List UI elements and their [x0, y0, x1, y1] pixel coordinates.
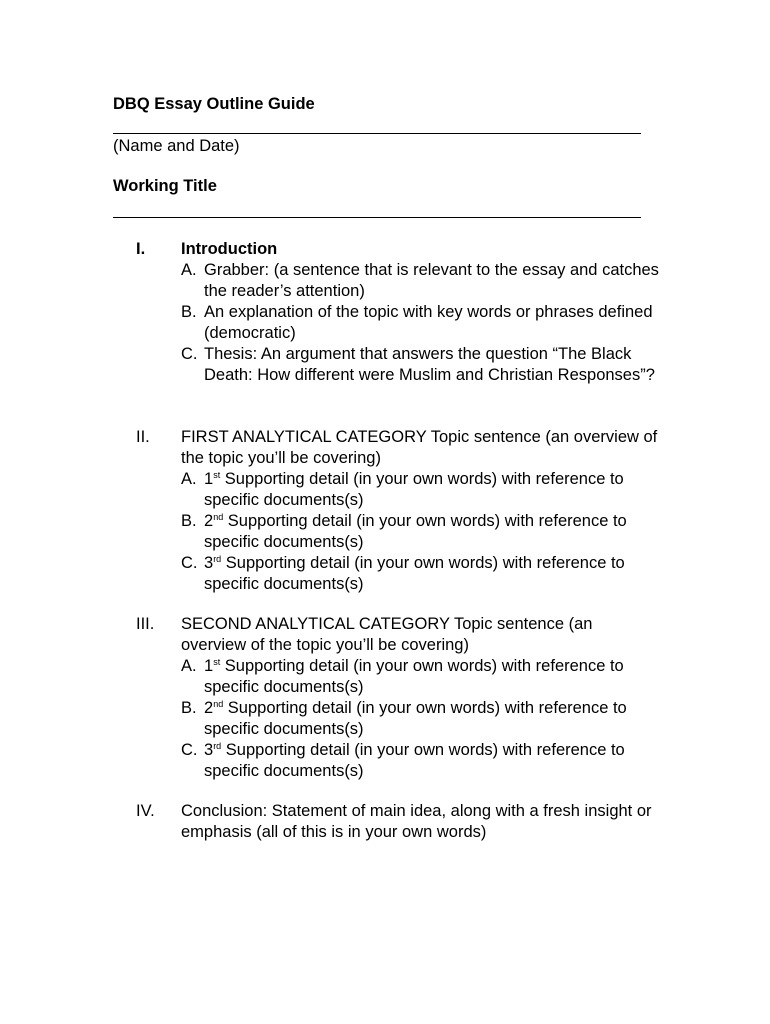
name-date-blank-line [113, 133, 641, 134]
item-letter: B. [181, 512, 197, 530]
list-item [181, 511, 671, 553]
list-item [181, 553, 671, 595]
section-heading: Conclusion: Statement of main idea, along with a fresh insight or emphasis (all of this is in your own words) [181, 802, 652, 841]
list-item [181, 469, 671, 511]
item-text [204, 511, 671, 553]
item-letter: B. [181, 699, 197, 717]
section-items [181, 656, 671, 782]
list-item [181, 344, 671, 386]
name-date-label: (Name and Date) [113, 137, 240, 155]
ordinal-suffix: nd [213, 512, 224, 522]
item-letter: A. [181, 470, 197, 488]
list-item [181, 656, 671, 698]
section-heading: SECOND ANALYTICAL CATEGORY Topic sentence (an overview of the topic you’ll be covering) [181, 615, 593, 654]
item-rest: Supporting detail (in your own words) with reference to specific documents(s) [204, 741, 625, 780]
section-heading: Introduction [181, 240, 278, 258]
item-rest: Supporting detail (in your own words) with reference to specific documents(s) [204, 470, 624, 509]
item-rest: Supporting detail (in your own words) with reference to specific documents(s) [204, 554, 625, 593]
ordinal-number: 2 [204, 699, 214, 717]
item-letter: C. [181, 741, 198, 759]
working-title-label: Working Title [113, 177, 217, 195]
ordinal-number: 1 [204, 657, 214, 675]
item-text [204, 698, 671, 740]
section-items [181, 469, 671, 595]
ordinal-suffix: nd [213, 699, 224, 709]
section-numeral: IV. [136, 802, 155, 820]
item-text [204, 469, 671, 511]
ordinal-suffix: st [213, 657, 221, 667]
item-letter: A. [181, 261, 197, 279]
ordinal-suffix: rd [213, 554, 222, 564]
ordinal-number: 3 [204, 741, 214, 759]
item-rest: Supporting detail (in your own words) with reference to specific documents(s) [204, 512, 627, 551]
item-text: Thesis: An argument that answers the question “The Black Death: How different were Muslim and Christian Responses”? [204, 345, 655, 384]
item-text [204, 656, 671, 698]
section-numeral: I. [136, 240, 146, 258]
ordinal-suffix: rd [213, 741, 222, 751]
item-text: Grabber: (a sentence that is relevant to the essay and catches the reader’s attention) [204, 261, 659, 300]
item-text [204, 740, 671, 782]
item-letter: B. [181, 303, 197, 321]
ordinal-number: 3 [204, 554, 214, 572]
item-text [204, 553, 671, 595]
item-rest: Supporting detail (in your own words) with reference to specific documents(s) [204, 657, 624, 696]
ordinal-suffix: st [213, 470, 221, 480]
section-items [181, 260, 671, 386]
item-letter: A. [181, 657, 197, 675]
item-rest: Supporting detail (in your own words) with reference to specific documents(s) [204, 699, 627, 738]
list-item [181, 740, 671, 782]
section-numeral: III. [136, 615, 155, 633]
document-title: DBQ Essay Outline Guide [113, 95, 315, 113]
list-item [181, 260, 671, 302]
item-text: An explanation of the topic with key words or phrases defined (democratic) [204, 303, 653, 342]
section-numeral: II. [136, 428, 150, 446]
working-title-blank-line [113, 217, 641, 218]
ordinal-number: 1 [204, 470, 214, 488]
list-item [181, 302, 671, 344]
section-heading: FIRST ANALYTICAL CATEGORY Topic sentence (an overview of the topic you’ll be covering) [181, 428, 658, 467]
ordinal-number: 2 [204, 512, 214, 530]
item-letter: C. [181, 345, 198, 363]
list-item [181, 698, 671, 740]
item-letter: C. [181, 554, 198, 572]
